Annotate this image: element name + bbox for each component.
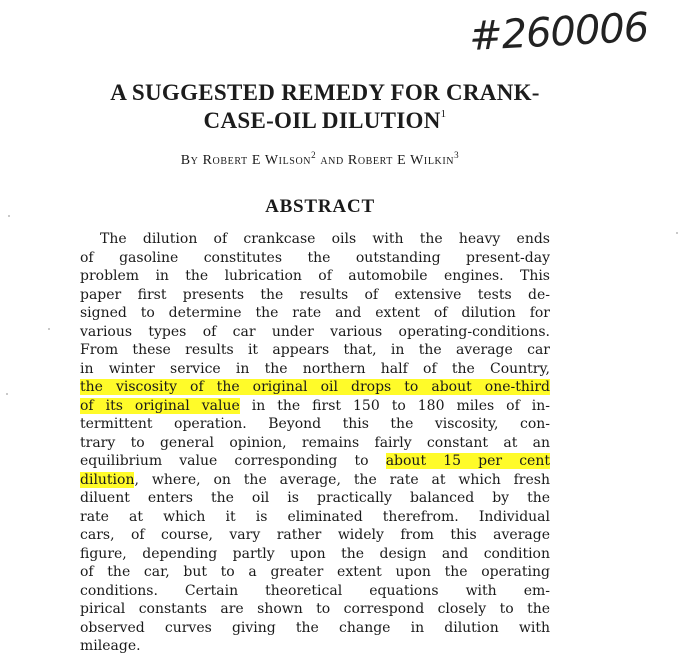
highlighted-text: dilution — [80, 471, 135, 488]
byline-by: By — [180, 153, 199, 168]
text-segment: cars, of course, vary rather widely from this average — [80, 527, 550, 543]
highlighted-text: about 15 per cent — [385, 453, 550, 469]
abstract-line — [80, 508, 550, 527]
text-segment: problem in the lubrication of automobile engines. This — [80, 268, 550, 284]
scan-speck — [676, 232, 678, 234]
scan-speck — [8, 215, 10, 217]
text-segment: figure, depending partly upon the design and condition — [80, 545, 550, 562]
abstract-line — [80, 415, 550, 434]
text-segment: termittent operation. Beyond this the viscosity, con- — [80, 416, 550, 432]
text-segment: rate at which it is eliminated therefrom. Individual — [80, 508, 550, 525]
abstract-line — [80, 360, 550, 379]
text-segment: various types of car under various operating-conditions. — [80, 323, 550, 340]
title-footnote-mark: 1 — [440, 108, 447, 120]
text-segment: signed to determine the rate and extent of dilution for — [80, 305, 550, 321]
abstract-line — [80, 545, 550, 564]
author-2-footnote-mark: 3 — [454, 150, 460, 160]
text-segment: conditions. Certain theoretical equations with em- — [80, 582, 550, 599]
abstract-line — [80, 563, 550, 582]
text-segment: , where, on the average, the rate at which fresh — [134, 471, 550, 488]
text-segment: diluent enters the oil is practically balanced by the — [80, 490, 550, 506]
abstract-line — [80, 637, 550, 656]
abstract-line — [80, 230, 550, 249]
byline-and: and — [320, 153, 344, 168]
abstract-line — [80, 600, 550, 619]
abstract-line — [80, 526, 550, 545]
abstract-line — [80, 619, 550, 638]
text-segment: of gasoline constitutes the outstanding present-day — [80, 249, 550, 266]
text-segment: mileage. — [80, 638, 141, 654]
abstract-line — [80, 286, 550, 305]
abstract-line — [80, 267, 550, 286]
abstract-line — [80, 341, 550, 360]
scan-speck — [6, 393, 8, 395]
abstract-line — [80, 489, 550, 508]
text-segment: observed curves giving the change in dilution with — [80, 619, 550, 636]
abstract-body — [80, 230, 550, 656]
abstract-line — [80, 378, 550, 397]
author-2: Robert E Wilkin — [347, 153, 455, 168]
abstract-line — [80, 323, 550, 342]
abstract-line — [80, 249, 550, 268]
text-segment: paper first presents the results of extensive tests de- — [80, 286, 550, 303]
abstract-line — [80, 471, 550, 490]
abstract-line — [80, 452, 550, 471]
text-segment: in the first 150 to 180 miles of in- — [239, 397, 550, 414]
title-line-2: CASE-OIL DILUTION$^1$ — [203, 108, 447, 133]
title-line-1: A SUGGESTED REMEDY FOR CRANK- — [110, 80, 540, 105]
handwritten-id-annotation: #260006 — [468, 4, 650, 60]
abstract-line — [80, 304, 550, 323]
abstract-line — [80, 434, 550, 453]
highlighted-text: the viscosity of the original oil drops to about one-third — [80, 379, 550, 395]
text-segment: pirical constants are shown to correspond closely to the — [80, 601, 550, 617]
author-1-footnote-mark: 2 — [311, 150, 317, 160]
text-segment: equilibrium value corresponding to — [80, 453, 386, 469]
text-segment: of the car, but to a greater extent upon the operating — [80, 564, 550, 580]
abstract-heading: ABSTRACT — [265, 196, 375, 217]
scan-speck — [48, 328, 50, 330]
text-segment: trary to general opinion, remains fairly constant at an — [80, 434, 550, 451]
highlighted-text: of its original value — [80, 397, 240, 414]
text-segment: in winter service in the northern half of the Country, — [80, 360, 550, 377]
abstract-line — [80, 397, 550, 416]
author-1: Robert E Wilson — [202, 153, 312, 168]
author-byline — [100, 150, 540, 169]
abstract-line — [80, 582, 550, 601]
text-segment: From these results it appears that, in the average car — [80, 342, 550, 358]
text-segment: The dilution of crankcase oils with the heavy ends — [100, 231, 550, 247]
